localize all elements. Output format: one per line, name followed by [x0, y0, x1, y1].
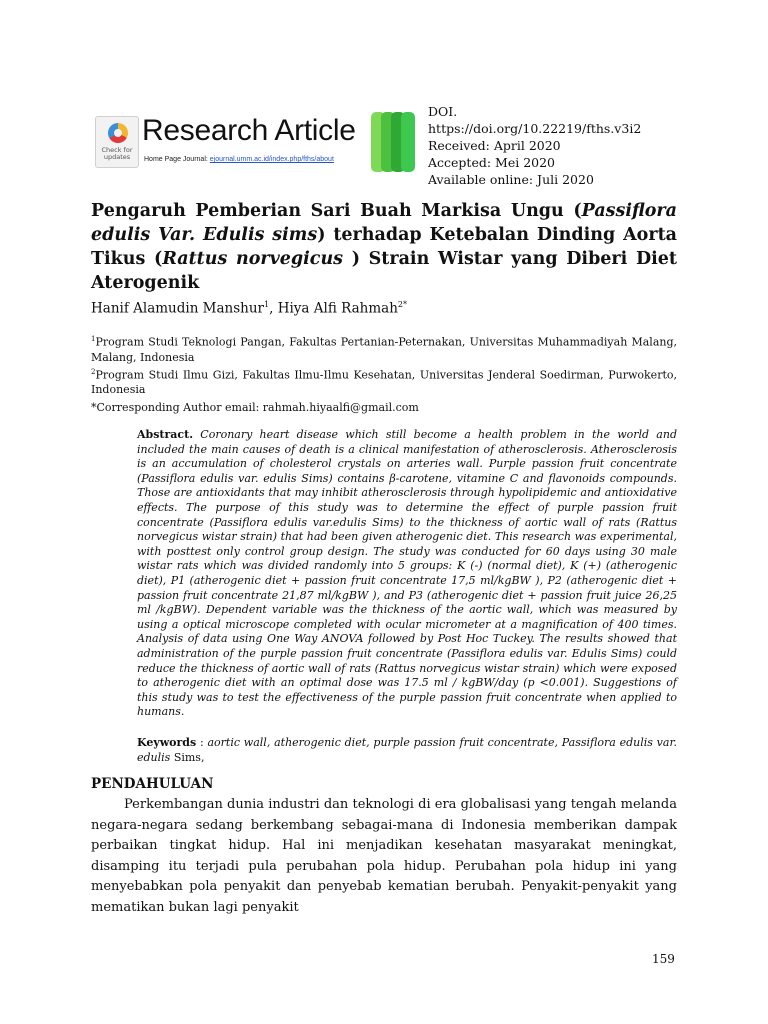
title-part: ) terhadap Ketebalan Dinding Aorta Tikus ( [91, 225, 677, 269]
affiliation [91, 365, 677, 398]
homepage-link[interactable]: ejournal.umm.ac.id/index.php/fths/about [209, 156, 334, 163]
homepage-line [144, 156, 334, 163]
page-number: 159 [652, 952, 675, 966]
affiliation-sup: 1 [91, 335, 96, 343]
brand-title: Research Article [142, 114, 356, 147]
doi-label: DOI. [428, 104, 458, 119]
author-name: Hiya Alfi Rahmah [277, 300, 398, 317]
affiliation-sup: 2 [91, 367, 96, 376]
received-date: Received: April 2020 [428, 138, 561, 153]
green-bar [401, 112, 415, 172]
article-meta [428, 103, 641, 188]
affiliation [91, 332, 677, 365]
affiliation-text: Program Studi Teknologi Pangan, Fakultas Pertanian-Peternakan, Universitas Muhammadiyah Malang, Malang, Indonesia [91, 335, 677, 364]
corresponding-author: *Corresponding Author email: rahmah.hiyaalfi@gmail.com [91, 401, 419, 414]
title-italic: Passiflora edulis Var. Edulis sims [91, 201, 677, 245]
abstract [137, 428, 677, 720]
available-date: Available online: Juli 2020 [428, 172, 594, 187]
title-part: ) Strain Wistar yang Diberi Diet Aterogenik [91, 249, 678, 293]
keywords [137, 736, 677, 765]
affiliations [91, 332, 677, 397]
title-italic: Rattus norvegicus [162, 249, 344, 269]
abstract-text: Coronary heart disease which still become a health problem in the world and included the main causes of death is a clinical manifestation of atherosclerosis. Atherosclerosis is an accumulation of cholesterol crystals on arteries wall. Purple passion fruit concentrate (Passiflora edulis var. edulis Sims) contains β-carotene, vitamine C and flavonoids compounds. Those are antioxidants that may inhibit atherosclerosis through hypolipidemic and antioxidative effects. The purpose of this study was to determine the effect of purple passion fruit concentrate (Passiflora edulis var.edulis Sims) to the thickness of aortic wall of rats (Rattus norvegicus wistar strain) that had been given atherogenic diet. This research was experimental, with posttest only control group design. The study was conducted for 60 days using 30 male wistar rats which was divided randomly into 5 groups: K (-) (normal diet), K (+) (atherogenic diet), P1 (atherogenic diet + passion fruit concentrate 17,5 ml/kgBW ), P2 (atherogenic diet + passion fruit concentrate 21,87 ml/kgBW ), and P3 (atherogenic diet + passion fruit juice 26,25 ml /kgBW). Dependent variable was the thickness of the aortic wall, which was measured by using a optical microscope completed with ocular micrometer at a magnification of 400 times. Analysis of data using One Way ANOVA followed by Post Hoc Tuckey. The results showed that administration of the purple passion fruit concentrate (Passiflora edulis var. Edulis Sims) could reduce the thickness of aortic wall of rats (Rattus norvegicus wistar strain) which were exposed to atherogenic diet with an optimal dose was 17.5 ml / kgBW/day (p <0.001). Suggestions of this study was to test the effectiveness of the purple passion fruit concentrate when applied to humans. [137, 428, 677, 719]
homepage-label: Home Page Journal: [144, 156, 210, 163]
keywords-tail: Sims, [170, 750, 205, 764]
author-sup: 1 [264, 300, 270, 309]
title-part: Pengaruh Pemberian Sari Buah Markisa Ungu ( [91, 201, 582, 221]
section-heading: PENDAHULUAN [91, 776, 214, 792]
crossmark-icon [108, 123, 128, 143]
check-for-updates-badge[interactable] [95, 116, 139, 168]
affiliation-text: Program Studi Ilmu Gizi, Fakultas Ilmu-Ilmu Kesehatan, Universitas Jenderal Soedirman, Purwokerto, Indonesia [91, 368, 677, 397]
body-paragraph: Perkembangan dunia industri dan teknologi di era globalisasi yang tengah melanda negara-negara sedang berkembang sebagai-mana di Indonesia memberikan dampak perbaikan tingkat hidup. Hal ini menjadikan kesehatan masyarakat meningkat, disamping itu terjadi pula perubahan pola hidup. Perubahan pola hidup ini yang menyebabkan pola penyakit dan penyebab kematian berubah. Penyakit-penyakit yang mematikan bukan lagi penyakit [91, 797, 677, 915]
author-separator: , [269, 300, 278, 317]
abstract-label: Abstract. [137, 428, 194, 441]
keywords-colon: : [196, 736, 208, 749]
author-list [91, 300, 407, 317]
author-name: Hanif Alamudin Manshur [91, 300, 265, 317]
article-title [91, 199, 677, 295]
author-sup: 2* [397, 300, 407, 309]
badge-text: Check for updates [101, 146, 133, 161]
keywords-label: Keywords [137, 736, 197, 749]
accepted-date: Accepted: Mei 2020 [428, 155, 556, 170]
keywords-text: aortic wall, atherogenic diet, purple passion fruit concentrate, Passiflora edulis var. edulis [137, 736, 677, 764]
journal-header [95, 112, 415, 174]
doi-link[interactable]: https://doi.org/10.22219/fths.v3i2 [428, 121, 642, 136]
